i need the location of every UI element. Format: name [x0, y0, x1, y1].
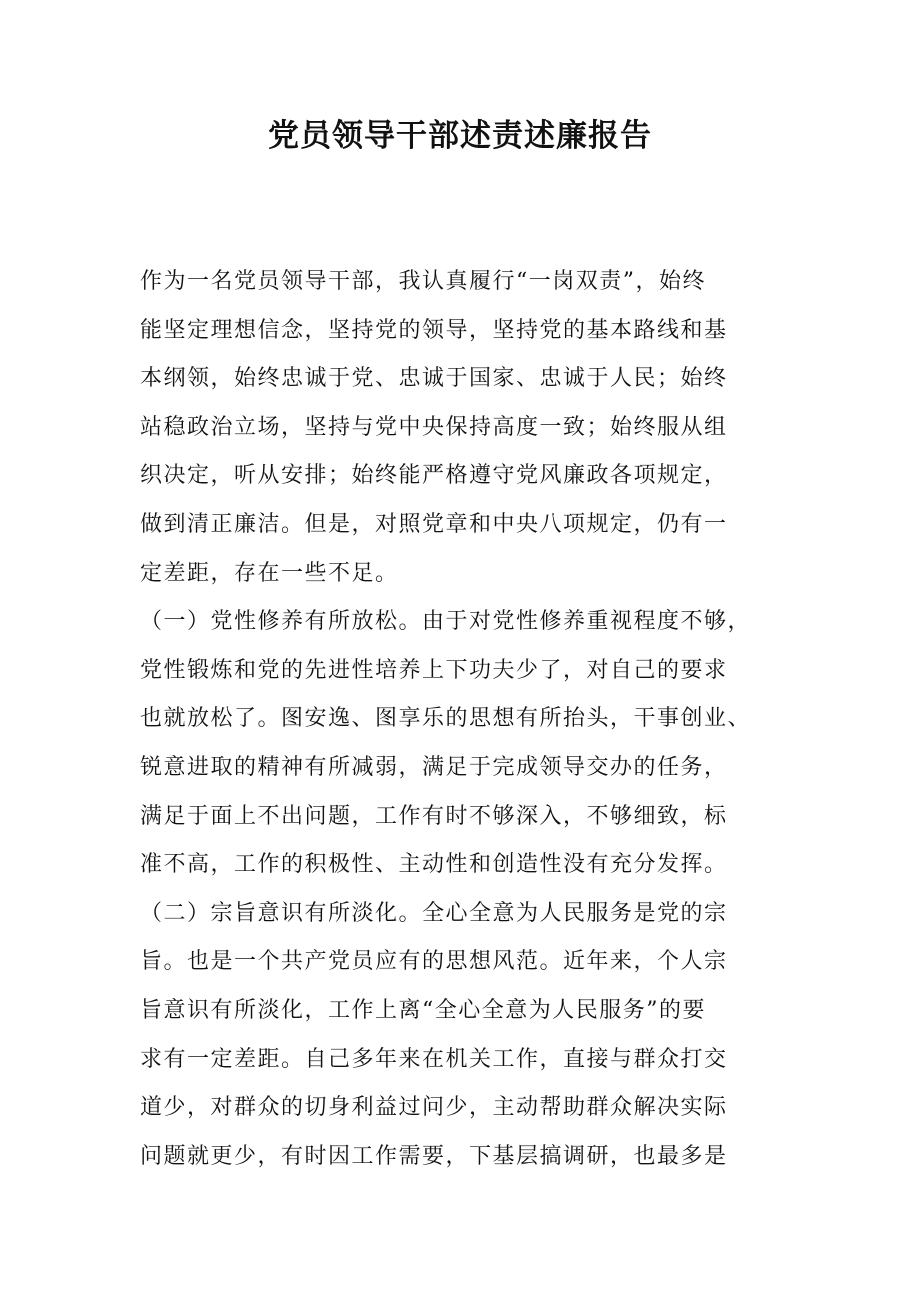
body-line: 求有一定差距。自己多年来在机关工作，直接与群众打交: [140, 1046, 728, 1072]
body-line: 也就放松了。图安逸、图享乐的思想有所抬头，干事创业、: [140, 706, 752, 732]
body-line: 准不高，工作的积极性、主动性和创造性没有充分发挥。: [140, 852, 728, 878]
body-line: 旨意识有所淡化，工作上离“全心全意为人民服务”的要: [140, 997, 706, 1023]
document-title: 党员领导干部述责述廉报告: [268, 118, 652, 154]
body-line: 满足于面上不出问题，工作有时不够深入，不够细致，标: [140, 803, 728, 829]
body-line: 作为一名党员领导干部，我认真履行“一岗双责”，始终: [140, 269, 706, 294]
body-line: 道少，对群众的切身利益过问少，主动帮助群众解决实际: [140, 1095, 728, 1121]
body-line: 定差距，存在一些不足。: [140, 560, 399, 586]
body-line: 党性锻炼和党的先进性培养上下功夫少了，对自己的要求: [140, 657, 728, 683]
body-line: 旨。也是一个共产党员应有的思想风范。近年来，个人宗: [140, 949, 728, 975]
body-line: 锐意进取的精神有所减弱，满足于完成领导交办的任务，: [140, 754, 728, 780]
body-line: 织决定，听从安排；始终能严格遵守党风廉政各项规定，: [140, 463, 728, 489]
body-line: 做到清正廉洁。但是，对照党章和中央八项规定，仍有一: [140, 511, 728, 537]
body-line: 站稳政治立场，坚持与党中央保持高度一致；始终服从组: [140, 414, 728, 440]
section-heading-line: （一）党性修养有所放松。由于对党性修养重视程度不够，: [140, 609, 752, 635]
body-line: 本纲领，始终忠诚于党、忠诚于国家、忠诚于人民；始终: [140, 366, 728, 392]
section-heading-line: （二）宗旨意识有所淡化。全心全意为人民服务是党的宗: [140, 900, 728, 926]
document-body: [140, 258, 780, 1181]
body-line: 问题就更少，有时因工作需要，下基层搞调研，也最多是: [140, 1143, 728, 1169]
body-line: 能坚定理想信念，坚持党的领导，坚持党的基本路线和基: [140, 317, 728, 343]
